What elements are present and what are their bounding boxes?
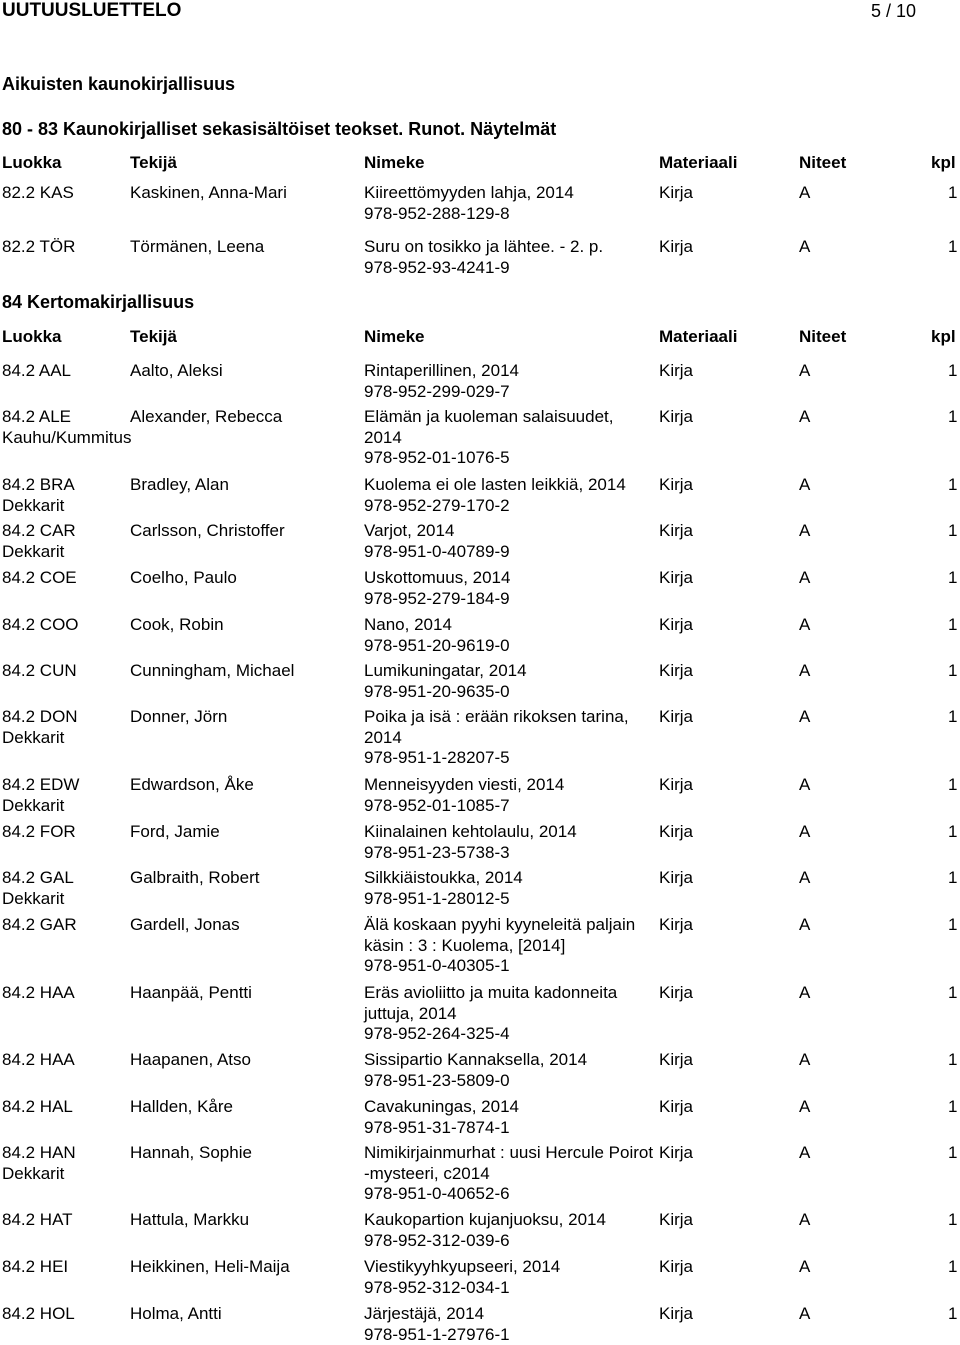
col-niteet: Niteet — [799, 327, 846, 348]
count: 1 — [948, 661, 957, 682]
call-number: 84.2 HAT — [2, 1210, 127, 1231]
material: Kirja — [659, 407, 693, 428]
title-cell — [364, 475, 654, 516]
book-title: Uskottomuus, 2014 — [364, 568, 510, 587]
book-title: Kiireettömyyden lahja, 2014 — [364, 183, 574, 202]
material: Kirja — [659, 983, 693, 1004]
material: Kirja — [659, 1097, 693, 1118]
isbn: 978-952-93-4241-9 — [364, 258, 654, 279]
call-number: 84.2 DON Dekkarit — [2, 707, 127, 748]
book-title: Suru on tosikko ja lähtee. - 2. p. — [364, 237, 603, 256]
book-title: Elämän ja kuoleman salaisuudet, 2014 — [364, 407, 613, 447]
count: 1 — [948, 707, 957, 728]
material: Kirja — [659, 183, 693, 204]
book-title: Kaukopartion kujanjuoksu, 2014 — [364, 1210, 606, 1229]
material: Kirja — [659, 1143, 693, 1164]
book-title: Kiinalainen kehtolaulu, 2014 — [364, 822, 577, 841]
author: Aalto, Aleksi — [130, 361, 360, 382]
copies-code: A — [799, 707, 810, 728]
author: Edwardson, Åke — [130, 775, 360, 796]
call-number: 84.2 AAL — [2, 361, 127, 382]
col-niteet: Niteet — [799, 153, 846, 174]
copies-code: A — [799, 1304, 810, 1325]
book-title: Kuolema ei ole lasten leikkiä, 2014 — [364, 475, 626, 494]
title-cell — [364, 237, 654, 278]
book-title: Nimikirjainmurhat : uusi Hercule Poirot -mysteeri, c2014 — [364, 1143, 653, 1183]
isbn: 978-951-0-40652-6 — [364, 1184, 654, 1205]
isbn: 978-951-23-5809-0 — [364, 1071, 654, 1092]
call-number: 84.2 COO — [2, 615, 127, 636]
call-number: 84.2 CUN — [2, 661, 127, 682]
count: 1 — [948, 615, 957, 636]
count: 1 — [948, 475, 957, 496]
copies-code: A — [799, 775, 810, 796]
author: Gardell, Jonas — [130, 915, 360, 936]
isbn: 978-952-01-1076-5 — [364, 448, 654, 469]
author: Ford, Jamie — [130, 822, 360, 843]
author: Haanpää, Pentti — [130, 983, 360, 1004]
title-cell — [364, 1050, 654, 1091]
title-cell — [364, 1143, 654, 1205]
material: Kirja — [659, 521, 693, 542]
isbn: 978-952-01-1085-7 — [364, 796, 654, 817]
title-cell — [364, 661, 654, 702]
book-title: Silkkiäistoukka, 2014 — [364, 868, 523, 887]
title-cell — [364, 1304, 654, 1345]
material: Kirja — [659, 1257, 693, 1278]
title-cell — [364, 521, 654, 562]
call-number: 84.2 BRA Dekkarit — [2, 475, 127, 516]
col-luokka: Luokka — [2, 327, 62, 348]
call-number: 84.2 HAA — [2, 983, 127, 1004]
count: 1 — [948, 822, 957, 843]
copies-code: A — [799, 822, 810, 843]
copies-code: A — [799, 407, 810, 428]
copies-code: A — [799, 183, 810, 204]
material: Kirja — [659, 1050, 693, 1071]
copies-code: A — [799, 615, 810, 636]
title-cell — [364, 568, 654, 609]
author: Kaskinen, Anna-Mari — [130, 183, 360, 204]
material: Kirja — [659, 1210, 693, 1231]
title-cell — [364, 707, 654, 769]
title-cell — [364, 183, 654, 224]
call-number: 84.2 HAN Dekkarit — [2, 1143, 127, 1184]
book-title: Lumikuningatar, 2014 — [364, 661, 527, 680]
copies-code: A — [799, 475, 810, 496]
call-number: 82.2 KAS — [2, 183, 127, 204]
count: 1 — [948, 1143, 957, 1164]
page-number: 5 / 10 — [871, 0, 916, 22]
book-title: Viestikyyhkyupseeri, 2014 — [364, 1257, 560, 1276]
count: 1 — [948, 1050, 957, 1071]
copies-code: A — [799, 1097, 810, 1118]
isbn: 978-951-1-27976-1 — [364, 1325, 654, 1345]
copies-code: A — [799, 915, 810, 936]
col-nimeke: Nimeke — [364, 153, 424, 174]
count: 1 — [948, 1210, 957, 1231]
title-cell — [364, 915, 654, 977]
isbn: 978-952-288-129-8 — [364, 204, 654, 225]
title-cell — [364, 615, 654, 656]
count: 1 — [948, 983, 957, 1004]
book-title: Nano, 2014 — [364, 615, 452, 634]
copies-code: A — [799, 1257, 810, 1278]
call-number: 82.2 TÖR — [2, 237, 127, 258]
material: Kirja — [659, 915, 693, 936]
copies-code: A — [799, 1143, 810, 1164]
call-number: 84.2 HEI — [2, 1257, 127, 1278]
copies-code: A — [799, 1210, 810, 1231]
title-cell — [364, 983, 654, 1045]
author: Carlsson, Christoffer — [130, 521, 360, 542]
title-cell — [364, 407, 654, 469]
count: 1 — [948, 361, 957, 382]
isbn: 978-952-312-034-1 — [364, 1278, 654, 1299]
copies-code: A — [799, 1050, 810, 1071]
section-title: Aikuisten kaunokirjallisuus — [2, 73, 235, 95]
col-materiaali: Materiaali — [659, 153, 737, 174]
author: Hannah, Sophie — [130, 1143, 360, 1164]
author: Cunningham, Michael — [130, 661, 360, 682]
book-title: Järjestäjä, 2014 — [364, 1304, 484, 1323]
book-title: Poika ja isä : erään rikoksen tarina, 2014 — [364, 707, 629, 747]
call-number: 84.2 GAR — [2, 915, 127, 936]
isbn: 978-951-1-28012-5 — [364, 889, 654, 910]
title-cell — [364, 1257, 654, 1298]
isbn: 978-952-279-184-9 — [364, 589, 654, 610]
call-number: 84.2 HOL — [2, 1304, 127, 1325]
isbn: 978-952-279-170-2 — [364, 496, 654, 517]
col-kpl: kpl — [931, 153, 956, 174]
author: Galbraith, Robert — [130, 868, 360, 889]
call-number: 84.2 HAL — [2, 1097, 127, 1118]
book-title: Cavakuningas, 2014 — [364, 1097, 519, 1116]
copies-code: A — [799, 983, 810, 1004]
copies-code: A — [799, 661, 810, 682]
book-title: Sissipartio Kannaksella, 2014 — [364, 1050, 587, 1069]
book-title: Varjot, 2014 — [364, 521, 454, 540]
material: Kirja — [659, 568, 693, 589]
copies-code: A — [799, 237, 810, 258]
call-number: 84.2 ALE Kauhu/Kummitus — [2, 407, 127, 448]
page-title: UUTUUSLUETTELO — [2, 0, 181, 22]
section-heading: 84 Kertomakirjallisuus — [2, 291, 194, 313]
section-heading: 80 - 83 Kaunokirjalliset sekasisältöiset teokset. Runot. Näytelmät — [2, 118, 556, 140]
material: Kirja — [659, 1304, 693, 1325]
count: 1 — [948, 1097, 957, 1118]
count: 1 — [948, 915, 957, 936]
col-tekija: Tekijä — [130, 327, 177, 348]
call-number: 84.2 EDW Dekkarit — [2, 775, 127, 816]
count: 1 — [948, 521, 957, 542]
material: Kirja — [659, 475, 693, 496]
author: Törmänen, Leena — [130, 237, 360, 258]
material: Kirja — [659, 237, 693, 258]
count: 1 — [948, 568, 957, 589]
title-cell — [364, 1210, 654, 1251]
material: Kirja — [659, 361, 693, 382]
author: Alexander, Rebecca — [130, 407, 360, 428]
author: Coelho, Paulo — [130, 568, 360, 589]
title-cell — [364, 822, 654, 863]
copies-code: A — [799, 568, 810, 589]
col-materiaali: Materiaali — [659, 327, 737, 348]
col-tekija: Tekijä — [130, 153, 177, 174]
col-luokka: Luokka — [2, 153, 62, 174]
count: 1 — [948, 775, 957, 796]
call-number: 84.2 GAL Dekkarit — [2, 868, 127, 909]
isbn: 978-951-0-40305-1 — [364, 956, 654, 977]
isbn: 978-951-1-28207-5 — [364, 748, 654, 769]
material: Kirja — [659, 615, 693, 636]
copies-code: A — [799, 361, 810, 382]
count: 1 — [948, 868, 957, 889]
copies-code: A — [799, 868, 810, 889]
call-number: 84.2 HAA — [2, 1050, 127, 1071]
isbn: 978-952-299-029-7 — [364, 382, 654, 403]
title-cell — [364, 868, 654, 909]
call-number: 84.2 CAR Dekkarit — [2, 521, 127, 562]
material: Kirja — [659, 661, 693, 682]
material: Kirja — [659, 775, 693, 796]
isbn: 978-952-312-039-6 — [364, 1231, 654, 1252]
material: Kirja — [659, 868, 693, 889]
isbn: 978-951-20-9619-0 — [364, 636, 654, 657]
author: Cook, Robin — [130, 615, 360, 636]
col-nimeke: Nimeke — [364, 327, 424, 348]
author: Donner, Jörn — [130, 707, 360, 728]
call-number: 84.2 FOR — [2, 822, 127, 843]
count: 1 — [948, 407, 957, 428]
book-title: Rintaperillinen, 2014 — [364, 361, 519, 380]
book-title: Eräs avioliitto ja muita kadonneita juttuja, 2014 — [364, 983, 617, 1023]
isbn: 978-951-31-7874-1 — [364, 1118, 654, 1139]
count: 1 — [948, 1257, 957, 1278]
author: Bradley, Alan — [130, 475, 360, 496]
col-kpl: kpl — [931, 327, 956, 348]
material: Kirja — [659, 707, 693, 728]
author: Haapanen, Atso — [130, 1050, 360, 1071]
author: Heikkinen, Heli-Maija — [130, 1257, 360, 1278]
material: Kirja — [659, 822, 693, 843]
count: 1 — [948, 183, 957, 204]
author: Hattula, Markku — [130, 1210, 360, 1231]
author: Holma, Antti — [130, 1304, 360, 1325]
book-title: Menneisyyden viesti, 2014 — [364, 775, 564, 794]
count: 1 — [948, 1304, 957, 1325]
copies-code: A — [799, 521, 810, 542]
isbn: 978-952-264-325-4 — [364, 1024, 654, 1045]
book-title: Älä koskaan pyyhi kyyneleitä paljain käsin : 3 : Kuolema, [2014] — [364, 915, 635, 955]
count: 1 — [948, 237, 957, 258]
author: Hallden, Kåre — [130, 1097, 360, 1118]
title-cell — [364, 1097, 654, 1138]
title-cell — [364, 775, 654, 816]
title-cell — [364, 361, 654, 402]
isbn: 978-951-0-40789-9 — [364, 542, 654, 563]
call-number: 84.2 COE — [2, 568, 127, 589]
isbn: 978-951-23-5738-3 — [364, 843, 654, 864]
isbn: 978-951-20-9635-0 — [364, 682, 654, 703]
